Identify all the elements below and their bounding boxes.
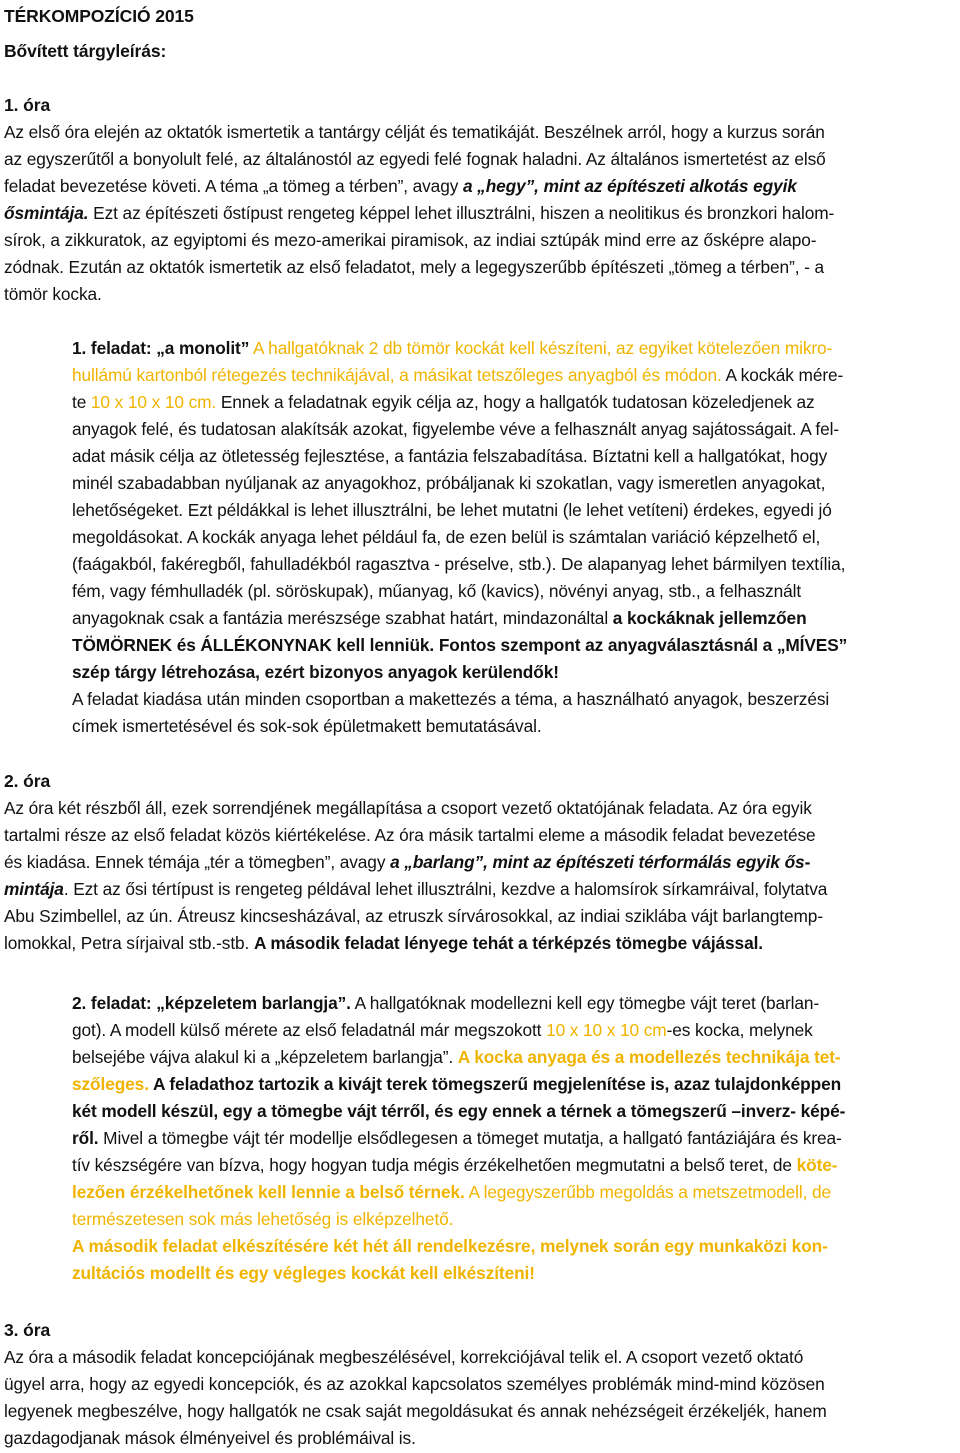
task2-solution-note: A legegyszerűbb megoldás a metszetmodell, de (464, 1182, 832, 1202)
task1-line-5: adat másik célja az ötletesség fejlesztése, a fantázia felszabadítása. Bíztatni kell a hallgatókat, hogy (72, 446, 828, 466)
task1-line-8: megoldásokat. A kockák anyaga lehet például fa, de ezen belül is számtalan variáció képzelhető el, (72, 527, 821, 547)
task2-line-4 (72, 1071, 841, 1098)
task2-line-9: természetesen sok más lehetőség is elképzelhető. (72, 1209, 454, 1229)
task2-requirement-end: lezően érzékelhetőnek kell lennie a belső térnek. (72, 1182, 465, 1202)
task2-cube-size: 10 x 10 x 10 cm (546, 1020, 667, 1040)
s2-line-3 (4, 849, 810, 876)
task2-material-note: A kocka anyaga és a modellezés technikája tet- (457, 1047, 841, 1067)
task1-line-1 (72, 335, 832, 362)
task1-requirement-a: A hallgatóknak 2 db tömör kockát kell készíteni, az egyiket kötelezően mikro- (249, 338, 833, 358)
s3-line-4: gazdagodjanak mások élményeivel és problémáival is. (4, 1428, 416, 1448)
task2-emphasis-end: ről. (72, 1128, 99, 1148)
s1-emphasis-osmintaja: ősmintája. (4, 203, 89, 223)
s1-line-6: zódnak. Ezután az oktatók ismertetik az első feladatot, mely a legegyszerűbb építészeti „tömeg a térben”, - a (4, 257, 824, 277)
s1-line-3-text: feladat bevezetése követi. A téma „a tömeg a térben”, avagy (4, 176, 463, 196)
task1-line-15: címek ismertetésével és sok-sok épületmakett bemutatásával. (72, 716, 542, 736)
task1-line-9: (faágakból, fakéregből, fahulladékból ragasztva - préselve, stb.). De alapanyag lehet bármilyen textília, (72, 554, 846, 574)
s1-line-5: sírok, a zikkuratok, az egyiptomi és mezo-amerikai piramisok, az indiai sztúpák mind erre az ősképre alapo- (4, 230, 817, 250)
task2-emphasis: A feladathoz tartozik a kivájt terek tömegszerű megjelenítése is, azaz tulajdonképpen (148, 1074, 842, 1094)
document-subtitle: Bővített tárgyleírás: (4, 41, 167, 61)
s1-line-4 (4, 200, 834, 227)
task2-text: -es kocka, melynek (666, 1020, 813, 1040)
s1-line-2: az egyszerűtől a bonyolult felé, az általánostól az egyedi felé fognak haladni. Az általános ismertetést az első (4, 149, 826, 169)
s2-text: . Ezt az ősi tértípust is rengeteg példával lehet illusztrálni, kezdve a halomsírok sírkamráival, folytatva (63, 879, 828, 899)
task1-line-14: A feladat kiadása után minden csoportban a makettezés a téma, a használható anyagok, beszerzési (72, 689, 830, 709)
task1-line-3 (72, 389, 815, 416)
s1-emphasis-hegy: a „hegy”, mint az építészeti alkotás egyik (462, 176, 797, 196)
s1-line-4-text: Ezt az építészeti őstípust rengeteg képpel lehet illusztrálni, hiszen a neolitikus és bronzkori halom- (88, 203, 835, 223)
section-3-heading: 3. óra (4, 1320, 51, 1340)
task2-text: belsejébe vájva alakul ki a „képzeletem barlangja”. (72, 1047, 458, 1067)
task1-line-11 (72, 605, 807, 632)
task2-title: 2. feladat: „képzeletem barlangja”. (72, 993, 351, 1013)
task1-line-12: TÖMÖRNEK és ÁLLÉKONYNAK kell lenniük. Fontos szempont az anyagválasztásnál a „MÍVES” (72, 635, 848, 655)
task1-line-7: lehetőségeket. Ezt példákkal is lehet illusztrálni, be lehet mutatni (le lehet vetíteni) érdekes, egyedi jó (72, 500, 832, 520)
task1-emphasis: a kockáknak jellemzően (612, 608, 807, 628)
task1-text: Ennek a feladatnak egyik célja az, hogy a hallgatók tudatosan közeledjenek az (216, 392, 815, 412)
task2-line-11: zultációs modellt és egy végleges kockát kell elkészíteni! (72, 1263, 535, 1283)
task2-requirement: köte- (796, 1155, 838, 1175)
s1-line-1: Az első óra elején az oktatók ismertetik a tantárgy célját és tematikáját. Beszélnek arról, hogy a kurzus során (4, 122, 825, 142)
task2-line-3 (72, 1044, 841, 1071)
s3-line-2: ügyel arra, hogy az egyedi koncepciók, és az azokkal kapcsolatos személyes problémák mind-mind közösen (4, 1374, 825, 1394)
task1-requirement-b: hullámú kartonból rétegezés technikájával, a másikat tetszőleges anyagból és módon. (72, 365, 722, 385)
task1-line-10: fém, vagy fémhulladék (pl. söröskupak), műanyag, kő (kavics), növényi anyag, stb., a felhasznált (72, 581, 802, 601)
task1-text: A kockák mére- (721, 365, 844, 385)
task1-title: 1. feladat: „a monolit” (72, 338, 250, 358)
document-title: TÉRKOMPOZÍCIÓ 2015 (4, 6, 194, 26)
task1-text: anyagoknak csak a fantázia merészsége szabhat határt, mindazonáltal (72, 608, 613, 628)
s2-emphasis-mintaja: mintája (4, 879, 64, 899)
s3-line-3: legyenek megbeszélve, hogy hallgatók ne csak saját megoldásukat és annak nehézségeit érzékeljék, hanem (4, 1401, 827, 1421)
s2-line-2: tartalmi része az első feladat közös kiértékelése. Az óra másik tartalmi eleme a második feladat bevezetése (4, 825, 816, 845)
task2-line-2 (72, 1017, 813, 1044)
task1-line-2 (72, 362, 843, 389)
s2-text: lomokkal, Petra sírjaival stb.-stb. (4, 933, 254, 953)
s2-text: és kiadása. Ennek témája „tér a tömegben”, avagy (4, 852, 391, 872)
s1-line-3 (4, 173, 797, 200)
task1-cube-size: 10 x 10 x 10 cm. (90, 392, 217, 412)
section-1-heading: 1. óra (4, 95, 51, 115)
task2-text: Mivel a tömegbe vájt tér modellje elsődlegesen a tömeget mutatja, a hallgató fantáziájára és krea- (98, 1128, 842, 1148)
task2-text: tív készségére van bízva, hogy hogyan tudja mégis érzékelhetően megmutatni a belső teret, de (72, 1155, 797, 1175)
task2-text: got). A modell külső mérete az első feladatnál már megszokott (72, 1020, 547, 1040)
task2-material-note-end: szőleges. (72, 1074, 149, 1094)
task2-line-7 (72, 1152, 837, 1179)
task1-line-4: anyagok felé, és tudatosan alakítsák azokat, figyelembe véve a felhasznált anyag sajátosságait. A fel- (72, 419, 839, 439)
task2-line-5: két modell készül, egy a tömegbe vájt térről, és egy ennek a térnek a tömegszerű –inverz- képé- (72, 1101, 846, 1121)
task1-text: te (72, 392, 91, 412)
task1-line-6: minél szabadabban nyúljanak az anyagokhoz, próbáljanak ki szokatlan, vagy ismeretlen anyagokat, (72, 473, 826, 493)
section-2-heading: 2. óra (4, 771, 51, 791)
task2-line-6 (72, 1125, 842, 1152)
task1-line-13: szép tárgy létrehozása, ezért bizonyos anyagok kerülendők! (72, 662, 559, 682)
s2-emphasis-barlang: a „barlang”, mint az építészeti térformálás egyik ős- (390, 852, 811, 872)
task2-line-1 (72, 990, 819, 1017)
task2-line-8 (72, 1179, 831, 1206)
task2-line-10: A második feladat elkészítésére két hét áll rendelkezésre, melynek során egy munkaközi kon- (72, 1236, 828, 1256)
task2-text: A hallgatóknak modellezni kell egy tömegbe vájt teret (barlan- (350, 993, 820, 1013)
s2-line-6 (4, 930, 763, 957)
s3-line-1: Az óra a második feladat koncepciójának megbeszélésével, korrekciójával telik el. A csoport vezető oktató (4, 1347, 804, 1367)
s2-line-1: Az óra két részből áll, ezek sorrendjének megállapítása a csoport vezető oktatójának feladata. Az óra egyik (4, 798, 812, 818)
s2-emphasis-summary: A második feladat lényege tehát a térképzés tömegbe vájással. (253, 933, 763, 953)
s2-line-4 (4, 876, 827, 903)
s2-line-5: Abu Szimbellel, az ún. Átreusz kincsesházával, az etruszk sírvárosokkal, az indiai sziklába vájt barlangtemp- (4, 906, 823, 926)
s1-line-7: tömör kocka. (4, 284, 102, 304)
